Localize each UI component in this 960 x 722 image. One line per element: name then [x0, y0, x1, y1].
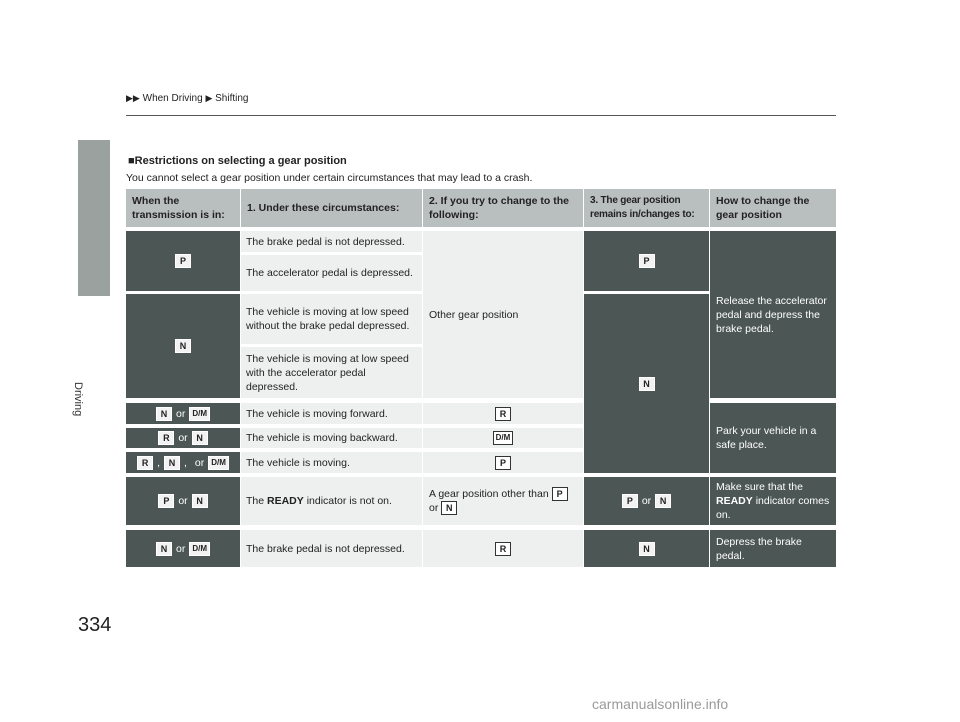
circ-low-accel: The vehicle is moving at low speed with the accelerator pedal depressed.: [241, 347, 422, 398]
circ-forward: The vehicle is moving forward.: [241, 403, 422, 424]
gear-n-icon: N: [175, 339, 191, 353]
trans-cell-n-dm-2: N or D/M: [126, 530, 240, 567]
header-how-to: How to change the gear position: [710, 189, 836, 227]
section-intro: You cannot select a gear position under certain circumstances that may lead to a crash.: [126, 172, 533, 184]
gear-n-icon: N: [192, 494, 208, 508]
target-other-than: A gear position other than P or N: [423, 477, 583, 525]
circ-moving: The vehicle is moving.: [241, 452, 422, 473]
action-ready: Make sure that the READY indicator comes on.: [710, 477, 836, 525]
circ-accel-depressed: The accelerator pedal is depressed.: [241, 255, 422, 291]
gear-n-icon: N: [156, 542, 172, 556]
gear-p-icon: P: [495, 456, 511, 470]
gear-dm-icon: D/M: [189, 407, 210, 421]
header-remains: 3. The gear position remains in/changes to:: [584, 189, 709, 227]
header-change-to: 2. If you try to change to the following:: [423, 189, 583, 227]
gear-n-icon: N: [164, 456, 180, 470]
gear-n-icon: N: [655, 494, 671, 508]
triangle-icon: ▶: [205, 93, 213, 103]
circ-ready: The READY indicator is not on.: [241, 477, 422, 525]
gear-r-icon: R: [495, 542, 511, 556]
trans-cell-p: [126, 231, 240, 291]
gear-p-icon: P: [622, 494, 638, 508]
gear-p-icon: P: [639, 254, 655, 268]
target-r: [423, 403, 583, 424]
gear-dm-icon: D/M: [208, 456, 229, 470]
page-number: 334: [78, 614, 112, 636]
action-release: Release the accelerator pedal and depress the brake pedal.: [710, 231, 836, 398]
target-r-2: [423, 530, 583, 567]
circ-brake-not-depressed-2: The brake pedal is not depressed.: [241, 530, 422, 567]
trans-cell-n: [126, 294, 240, 398]
circ-backward: The vehicle is moving backward.: [241, 428, 422, 448]
header-transmission: When the transmission is in:: [126, 189, 240, 227]
section-title: ■Restrictions on selecting a gear position: [128, 155, 347, 167]
gear-n-icon: N: [441, 501, 457, 515]
action-park: Park your vehicle in a safe place.: [710, 403, 836, 473]
gear-r-icon: R: [158, 431, 174, 445]
trans-cell-p-n: P or N: [126, 477, 240, 525]
gear-dm-icon: D/M: [493, 431, 514, 445]
target-p: [423, 452, 583, 473]
chapter-label: Driving: [72, 382, 84, 417]
gear-p-icon: P: [175, 254, 191, 268]
gear-dm-icon: D/M: [189, 542, 210, 556]
header-divider: [126, 115, 836, 116]
breadcrumb: [126, 93, 249, 104]
square-bullet-icon: ■: [128, 155, 135, 167]
result-p-n: P or N: [584, 477, 709, 525]
trans-cell-r-n: R or N: [126, 428, 240, 448]
breadcrumb-item[interactable]: When Driving: [142, 93, 203, 104]
gear-r-icon: R: [137, 456, 153, 470]
gear-n-icon: N: [639, 542, 655, 556]
target-other-gear: Other gear position: [423, 231, 583, 398]
result-n-2: [584, 530, 709, 567]
gear-p-icon: P: [552, 487, 568, 501]
chapter-tab: [78, 140, 110, 296]
trans-cell-n-dm: N or D/M: [126, 403, 240, 424]
double-triangle-icon: ▶▶: [126, 93, 140, 103]
gear-r-icon: R: [495, 407, 511, 421]
result-n: [584, 294, 709, 473]
action-depress: Depress the brake pedal.: [710, 530, 836, 567]
breadcrumb-item[interactable]: Shifting: [215, 93, 249, 104]
gear-n-icon: N: [192, 431, 208, 445]
gear-n-icon: N: [156, 407, 172, 421]
target-dm: [423, 428, 583, 448]
header-circumstances: 1. Under these circumstances:: [241, 189, 422, 227]
watermark: carmanualsonline.info: [592, 696, 729, 712]
gear-n-icon: N: [639, 377, 655, 391]
gear-p-icon: P: [158, 494, 174, 508]
trans-cell-r-n-dm: R , N , or D/M: [126, 452, 240, 473]
circ-brake-not-depressed: The brake pedal is not depressed.: [241, 231, 422, 252]
result-p: [584, 231, 709, 291]
circ-low-no-brake: The vehicle is moving at low speed without the brake pedal depressed.: [241, 294, 422, 344]
